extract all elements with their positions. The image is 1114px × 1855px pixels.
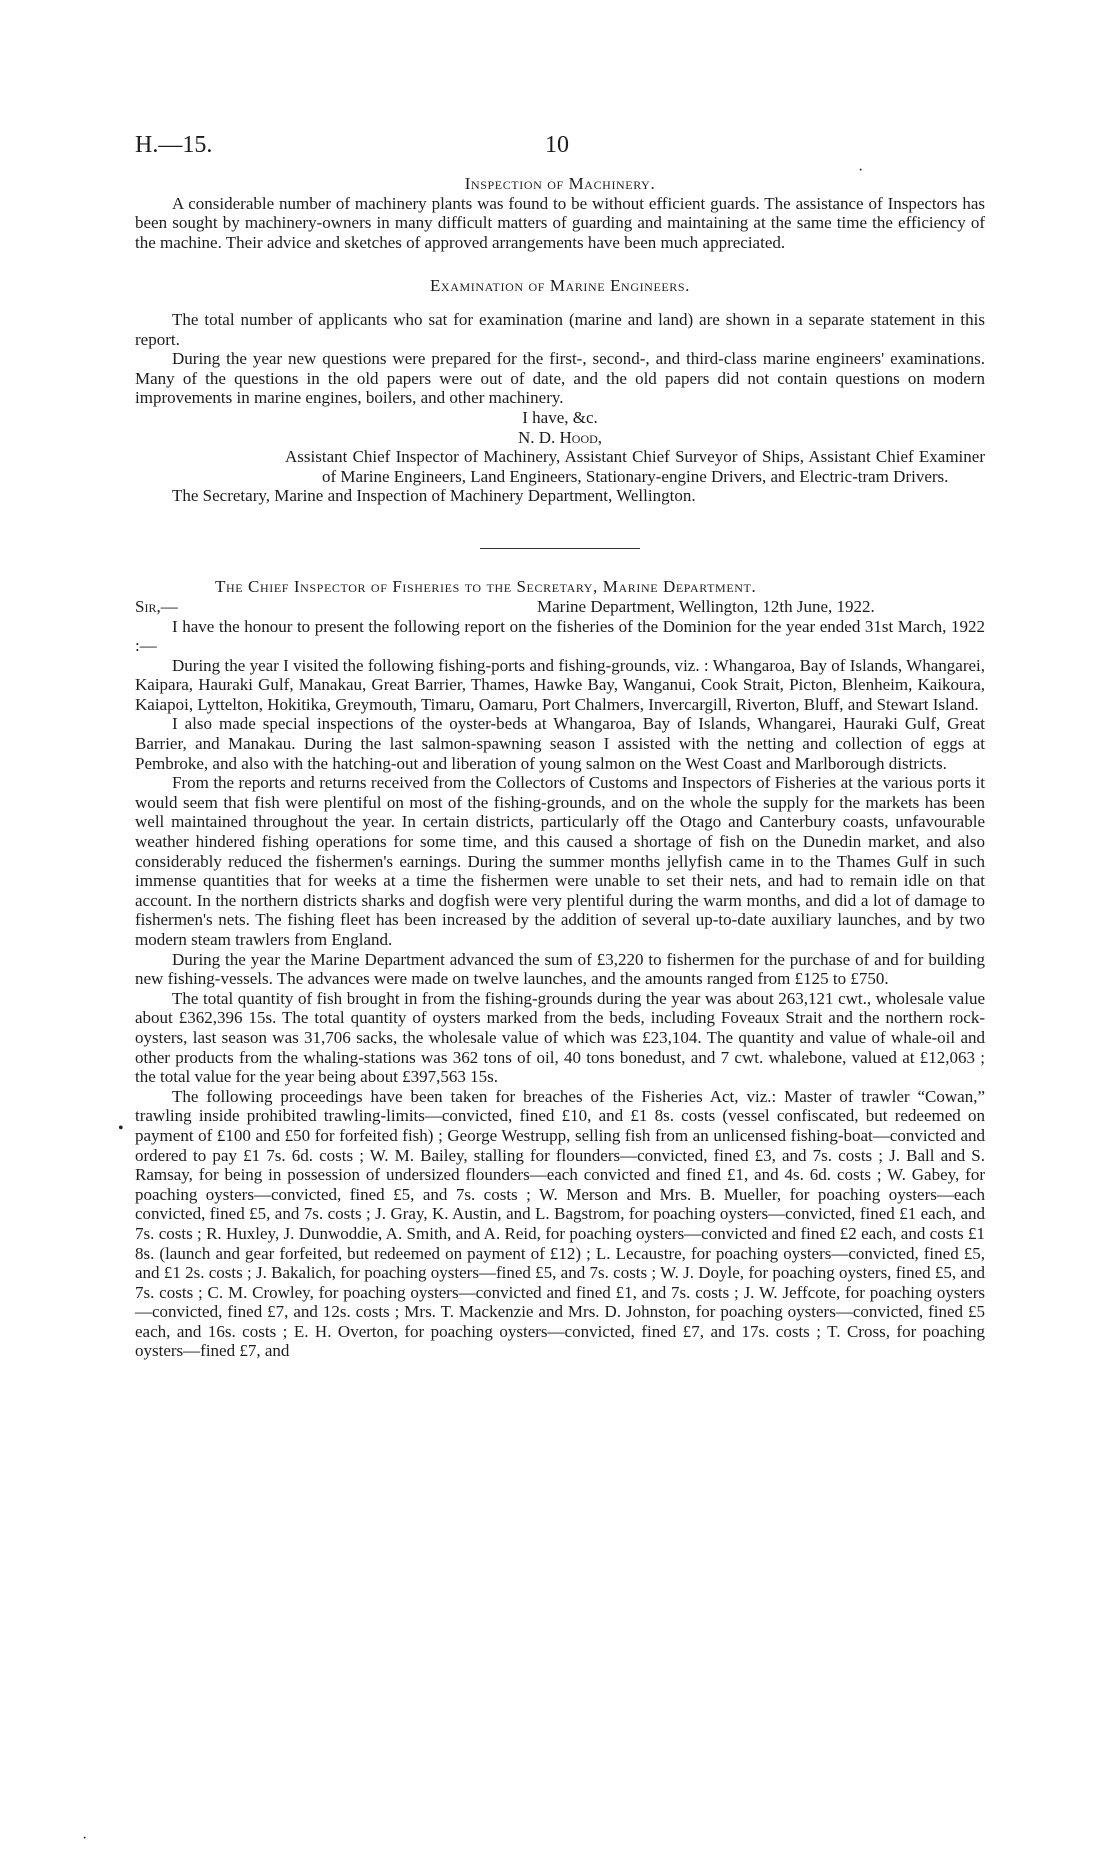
signatory-title: Assistant Chief Inspector of Machinery, Assistant Chief Surveyor of Ships, Assistant Chief Examiner of Marine Engineers, Land Engineers, Stationary-engine Drivers, and Electric-tram Drivers. [285, 447, 985, 486]
paragraph: During the year the Marine Department advanced the sum of £3,220 to fishermen for the purchase of and for building new fishing-vessels. The advances were made on twelve launches, and the amounts ranged from £125 to £750. [135, 949, 985, 989]
scan-speck: • [118, 1120, 124, 1137]
paragraph: The following proceedings have been taken for breaches of the Fisheries Act, viz.: Master of trawler “Cowan,” trawling inside prohibited trawling-limits—convicted, fined £10, and £1 8s. costs (vessel confiscated, but redeemed on payment of £100 and £50 for forfeited fish) ; George Westrupp, selling fish from an unlicensed fishing-boat—convicted and ordered to pay £1 7s. 6d. costs ; W. M. Bailey, stalling for flounders—convicted, fined £3, and 7s. costs ; J. Ball and S. Ramsay, for being in possession of undersized flounders—each convicted and fined £1, and 4s. 6d. costs ; W. Gabey, for poaching oysters—convicted, fined £5, and 7s. costs ; W. Merson and Mrs. B. Mueller, for poaching oysters—each convicted, fined £5, and 7s. costs ; J. Gray, K. Austin, and L. Bagstrom, for poaching oysters—convicted, fined £1 each, and 7s. costs ; R. Huxley, J. Dunwoddie, A. Smith, and A. Reid, for poaching oysters—convicted and fined £2 each, and costs £1 8s. (launch and gear forfeited, but redeemed on payment of £12) ; L. Lecaustre, for poaching oysters—convicted, fined £5, and £1 2s. costs ; J. Bakalich, for poaching oysters—fined £5, and 7s. costs ; W. J. Doyle, for poaching oysters, fined £5, and 7s. costs ; C. M. Crowley, for poaching oysters—convicted and fined £1, and 7s. costs ; J. W. Jeffcote, for poaching oysters—convicted, fined £7, and 12s. costs ; Mrs. T. Mackenzie and Mrs. D. Johnston, for poaching oysters—convicted, fined £5 each, and 16s. costs ; E. H. Overton, for poaching oysters—convicted, fined £7, and 17s. costs ; T. Cross, for poaching oysters—fined £7, and [135, 1086, 985, 1361]
scan-speck: · [82, 1830, 88, 1847]
paragraph: A considerable number of machinery plants was found to be without efficient guards. The assistance of Inspectors has been sought by machinery-owners in many difficult matters of guarding and maintaining at the same time the efficiency of the machine. Their advice and sketches of approved arrangements have been much appreciated. [135, 193, 985, 252]
report-heading: The Chief Inspector of Fisheries to the Secretary, Marine Department. [215, 576, 757, 596]
salutation: Sir,— [135, 596, 178, 616]
closing-line: I have, &c. [522, 407, 598, 427]
section-heading-inspection: Inspection of Machinery. [464, 174, 656, 193]
paragraph: During the year new questions were prepared for the first-, second-, and third-class marine engineers' examinations. Many of the questions in the old papers were out of date, and the old papers did not contain questions on modern improvements in marine engines, boilers, and other machinery. [135, 349, 985, 408]
dateline: Marine Department, Wellington, 12th June, 1922. [537, 596, 875, 616]
salutation-row [135, 597, 985, 617]
paragraph: I also made special inspections of the oyster-beds at Whangaroa, Bay of Islands, Whangarei, Hauraki Gulf, Great Barrier, and Manakau. During the last salmon-spawning season I assisted with the netting and collection of eggs at Pembroke, and also with the hatching-out and liberation of young salmon on the West Coast and Marlborough districts. [135, 714, 985, 773]
section-heading-examination: Examination of Marine Engineers. [429, 276, 691, 296]
paragraph: During the year I visited the following fishing-ports and fishing-grounds, viz. : Whangaroa, Bay of Islands, Whangarei, Kaipara, Hauraki Gulf, Manakau, Great Barrier, Thames, Hawke Bay, Wanganui, Cook Strait, Picton, Blenheim, Kaikoura, Kaiapoi, Lyttelton, Hokitika, Greymouth, Timaru, Oamaru, Port Chalmers, Invercargill, Riverton, Bluff, and Stewart Island. [135, 655, 985, 714]
document-reference: H.—15. [135, 132, 213, 158]
paragraph: From the reports and returns received from the Collectors of Customs and Inspectors of Fisheries at the various ports it would seem that fish were plentiful on most of the fishing-grounds, and on the whole the supply for the markets has been well maintained throughout the year. In certain districts, particularly off the Otago and Canterbury coasts, unfavourable weather hindered fishing operations for some time, and this caused a shortage of fish on the Dunedin market, and also considerably reduced the fishermen's earnings. During the summer months jellyfish came in to the Thames Gulf in such immense quantities that for weeks at a time the fishermen were unable to set their nets, and had to remain idle on that account. In the northern districts sharks and dogfish were very plentiful during the warm months, and did a lot of damage to fishermen's nets. The fishing fleet has been increased by the addition of several up-to-date auxiliary launches, and by two modern steam trawlers from England. [135, 773, 985, 949]
signatory-name: N. D. Hood, [517, 427, 603, 447]
paragraph: The total number of applicants who sat for examination (marine and land) are shown in a separate statement in this report. [135, 309, 985, 349]
paragraph: I have the honour to present the following report on the fisheries of the Dominion for the year ended 31st March, 1922 :— [135, 616, 985, 656]
paragraph: The total quantity of fish brought in from the fishing-grounds during the year was about 263,121 cwt., wholesale value about £362,396 15s. The total quantity of oysters marked from the beds, including Foveaux Strait and the northern rock-oysters, last season was 31,706 sacks, the wholesale value of which was £23,104. The quantity and value of whale-oil and other products from the whaling-stations was 362 tons of oil, 40 tons bonedust, and 7 cwt. whalebone, valued at £12,063 ; the total value for the year being about £397,563 15s. [135, 988, 985, 1087]
section-divider [480, 548, 640, 549]
scan-speck: · [858, 162, 864, 179]
addressee: The Secretary, Marine and Inspection of Machinery Department, Wellington. [172, 486, 696, 506]
document-page [135, 132, 985, 1361]
page-number: 10 [545, 132, 569, 158]
